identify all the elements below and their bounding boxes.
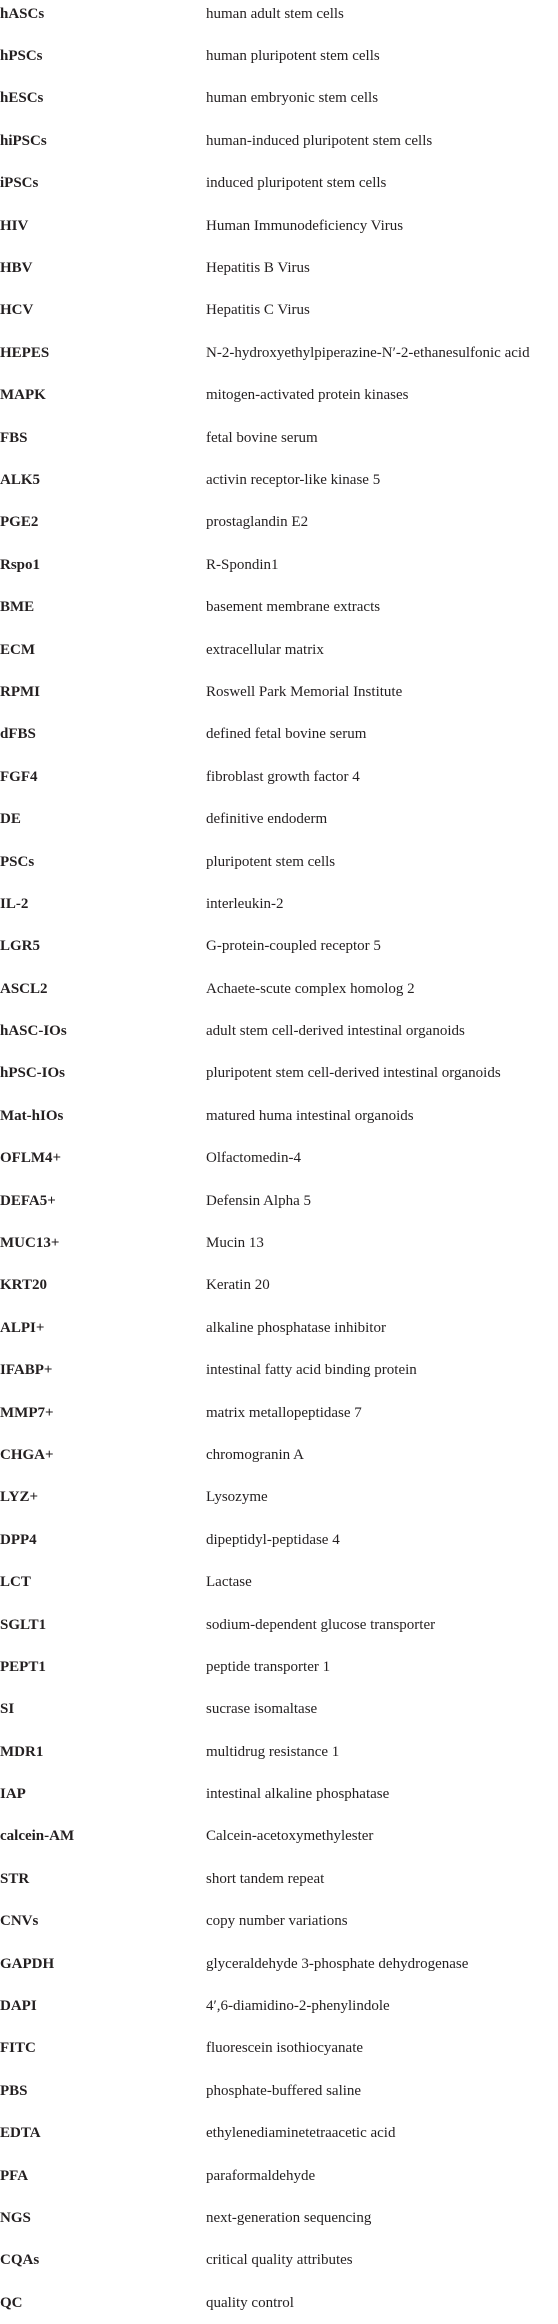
abbreviation-definition: Hepatitis C Virus: [206, 302, 310, 319]
abbreviation-term: DPP4: [0, 1531, 37, 1548]
abbreviation-term: LCT: [0, 1574, 31, 1591]
abbreviation-term: GAPDH: [0, 1955, 55, 1972]
abbreviation-term: Rspo1: [0, 556, 41, 573]
abbreviation-definition: interleukin-2: [206, 895, 284, 912]
abbreviation-term: EDTA: [0, 2125, 41, 2142]
abbreviation-definition: Defensin Alpha 5: [206, 1192, 311, 1209]
abbreviation-term: CHGA+: [0, 1446, 54, 1463]
abbreviation-term: IFABP+: [0, 1362, 53, 1379]
abbreviation-definition: Roswell Park Memorial Institute: [206, 683, 403, 700]
abbreviation-definition: fetal bovine serum: [206, 429, 318, 446]
abbreviation-row: [0, 883, 558, 925]
abbreviation-row: [0, 671, 558, 713]
abbreviation-row: [0, 1265, 558, 1307]
abbreviation-row: [0, 1943, 558, 1985]
abbreviation-definition: human pluripotent stem cells: [206, 48, 380, 65]
abbreviation-term: FGF4: [0, 768, 38, 785]
abbreviation-term: ECM: [0, 641, 35, 658]
abbreviation-row: [0, 756, 558, 798]
abbreviation-definition: fluorescein isothiocyanate: [206, 2040, 364, 2057]
abbreviation-row: [0, 1392, 558, 1434]
abbreviation-row: [0, 968, 558, 1010]
abbreviation-term: BME: [0, 599, 35, 616]
abbreviation-term: ASCL2: [0, 980, 48, 997]
abbreviation-term: SI: [0, 1701, 15, 1718]
abbreviation-definition: peptide transporter 1: [206, 1658, 331, 1675]
abbreviation-definition: pluripotent stem cells: [206, 853, 336, 870]
abbreviation-term: KRT20: [0, 1277, 47, 1294]
abbreviation-row: [0, 332, 558, 374]
abbreviation-row: [0, 1180, 558, 1222]
abbreviation-row: [0, 1010, 558, 1052]
abbreviation-row: [0, 1477, 558, 1519]
abbreviation-row: [0, 2113, 558, 2155]
abbreviation-term: QC: [0, 2294, 23, 2311]
abbreviation-term: calcein-AM: [0, 1828, 75, 1845]
abbreviation-term: DAPI: [0, 1998, 37, 2015]
abbreviation-row: [0, 2240, 558, 2282]
abbreviation-row: [0, 1095, 558, 1137]
abbreviation-definition: quality control: [206, 2294, 294, 2311]
abbreviation-term: ALK5: [0, 471, 41, 488]
abbreviation-definition: mitogen-activated protein kinases: [206, 387, 409, 404]
abbreviation-definition: Lactase: [206, 1574, 252, 1591]
abbreviation-term: HIV: [0, 217, 29, 234]
abbreviation-term: PBS: [0, 2082, 28, 2099]
abbreviation-row: [0, 375, 558, 417]
abbreviation-definition: G-protein-coupled receptor 5: [206, 938, 381, 955]
abbreviation-term: hiPSCs: [0, 132, 47, 149]
abbreviation-definition: sodium-dependent glucose transporter: [206, 1616, 436, 1633]
abbreviation-row: [0, 2197, 558, 2239]
abbreviation-definition: prostaglandin E2: [206, 514, 309, 531]
abbreviation-term: hPSC-IOs: [0, 1065, 66, 1082]
abbreviation-term: NGS: [0, 2210, 31, 2226]
abbreviation-definition: short tandem repeat: [206, 1870, 325, 1887]
abbreviation-row: [0, 1773, 558, 1815]
abbreviation-definition: induced pluripotent stem cells: [206, 175, 387, 192]
abbreviation-definition: Calcein-acetoxymethylester: [206, 1828, 374, 1845]
abbreviation-definition: basement membrane extracts: [206, 599, 381, 616]
abbreviation-term: PFA: [0, 2167, 29, 2184]
abbreviation-row: [0, 459, 558, 501]
abbreviation-definition: copy number variations: [206, 1913, 348, 1930]
abbreviation-term: LGR5: [0, 938, 41, 955]
abbreviation-definition: alkaline phosphatase inhibitor: [206, 1319, 386, 1336]
abbreviation-row: [0, 0, 558, 35]
abbreviation-row: [0, 1519, 558, 1561]
abbreviation-term: LYZ+: [0, 1489, 39, 1506]
abbreviation-definition: human adult stem cells: [206, 5, 344, 22]
abbreviation-definition: pluripotent stem cell-derived intestinal organoids: [206, 1065, 501, 1082]
abbreviation-row: [0, 78, 558, 120]
abbreviation-row: [0, 1901, 558, 1943]
abbreviation-term: PGE2: [0, 514, 39, 531]
abbreviation-term: IL-2: [0, 895, 29, 912]
abbreviation-definition: human-induced pluripotent stem cells: [206, 132, 433, 149]
abbreviation-term: dFBS: [0, 726, 36, 743]
abbreviation-term: DEFA5+: [0, 1192, 56, 1209]
abbreviation-definition: intestinal fatty acid binding protein: [206, 1362, 417, 1379]
abbreviation-term: ALPI+: [0, 1319, 45, 1336]
abbreviation-definition: critical quality attributes: [206, 2252, 353, 2269]
abbreviation-row: [0, 35, 558, 77]
abbreviation-row: [0, 2070, 558, 2112]
abbreviation-row: [0, 1689, 558, 1731]
abbreviation-row: [0, 798, 558, 840]
abbreviation-definition: R-Spondin1: [206, 556, 279, 573]
abbreviation-term: FITC: [0, 2040, 36, 2057]
abbreviation-term: CQAs: [0, 2252, 40, 2269]
abbreviation-row: [0, 1561, 558, 1603]
abbreviation-definition: Human Immunodeficiency Virus: [206, 217, 404, 234]
abbreviation-definition: defined fetal bovine serum: [206, 726, 367, 743]
abbreviation-row: [0, 417, 558, 459]
abbreviation-definition: Hepatitis B Virus: [206, 260, 310, 277]
abbreviation-definition: next-generation sequencing: [206, 2210, 372, 2226]
abbreviation-definition: phosphate-buffered saline: [206, 2082, 362, 2099]
abbreviation-definition: matured huma intestinal organoids: [206, 1107, 414, 1124]
abbreviation-row: [0, 1138, 558, 1180]
abbreviation-term: MUC13+: [0, 1235, 60, 1252]
abbreviation-row: [0, 2282, 558, 2324]
abbreviation-term: FBS: [0, 429, 28, 446]
abbreviation-definition: chromogranin A: [206, 1446, 304, 1463]
abbreviation-term: MMP7+: [0, 1404, 54, 1421]
abbreviation-definition: ethylenediaminetetraacetic acid: [206, 2125, 396, 2142]
abbreviation-term: hPSCs: [0, 48, 43, 65]
abbreviation-term: RPMI: [0, 683, 40, 700]
abbreviation-definition: matrix metallopeptidase 7: [206, 1404, 362, 1421]
abbreviation-definition: definitive endoderm: [206, 811, 328, 828]
abbreviation-term: PEPT1: [0, 1658, 46, 1675]
abbreviation-term: HCV: [0, 302, 34, 319]
abbreviation-term: IAP: [0, 1786, 26, 1803]
abbreviation-row: [0, 290, 558, 332]
abbreviation-row: [0, 926, 558, 968]
abbreviation-term: HEPES: [0, 344, 50, 361]
abbreviation-row: [0, 1816, 558, 1858]
abbreviation-term: HBV: [0, 260, 33, 277]
abbreviation-row: [0, 502, 558, 544]
abbreviation-term: Mat-hIOs: [0, 1107, 64, 1124]
abbreviation-row: [0, 1731, 558, 1773]
abbreviation-row: [0, 2155, 558, 2197]
abbreviation-definition: fibroblast growth factor 4: [206, 768, 360, 785]
abbreviation-definition: human embryonic stem cells: [206, 90, 379, 107]
abbreviation-row: [0, 1350, 558, 1392]
abbreviation-row: [0, 629, 558, 671]
abbreviation-row: [0, 1222, 558, 1264]
abbreviation-row: [0, 1053, 558, 1095]
abbreviation-row: [0, 205, 558, 247]
abbreviation-definition: Olfactomedin-4: [206, 1150, 301, 1167]
abbreviation-row: [0, 714, 558, 756]
abbreviation-definition: dipeptidyl-peptidase 4: [206, 1531, 340, 1548]
abbreviation-term: DE: [0, 811, 21, 828]
abbreviation-row: [0, 120, 558, 162]
abbreviation-definition: Mucin 13: [206, 1235, 264, 1252]
abbreviation-term: hASCs: [0, 5, 45, 22]
abbreviation-row: [0, 1985, 558, 2027]
abbreviation-row: [0, 2028, 558, 2070]
abbreviation-definition: intestinal alkaline phosphatase: [206, 1786, 390, 1803]
abbreviation-term: MDR1: [0, 1743, 44, 1760]
abbreviation-term: MAPK: [0, 387, 46, 404]
abbreviation-definition: Achaete-scute complex homolog 2: [206, 980, 415, 997]
abbreviation-row: [0, 163, 558, 205]
abbreviation-definition: paraformaldehyde: [206, 2167, 316, 2184]
abbreviation-definition: adult stem cell-derived intestinal organoids: [206, 1023, 465, 1040]
abbreviation-row: [0, 544, 558, 586]
abbreviation-row: [0, 1434, 558, 1476]
abbreviation-term: CNVs: [0, 1913, 39, 1930]
abbreviation-definition: 4′,6-diamidino-2-phenylindole: [206, 1998, 390, 2015]
abbreviation-definition: activin receptor-like kinase 5: [206, 471, 381, 488]
abbreviation-row: [0, 1604, 558, 1646]
abbreviation-term: SGLT1: [0, 1616, 47, 1633]
abbreviation-row: [0, 1646, 558, 1688]
abbreviation-term: hESCs: [0, 90, 44, 107]
abbreviation-definition: glyceraldehyde 3-phosphate dehydrogenase: [206, 1955, 469, 1972]
abbreviation-row: [0, 586, 558, 628]
abbreviation-definition: Lysozyme: [206, 1489, 268, 1506]
abbreviation-definition: N-2-hydroxyethylpiperazine-N′-2-ethanesulfonic acid: [206, 344, 530, 361]
abbreviation-row: [0, 247, 558, 289]
abbreviation-row: [0, 1858, 558, 1900]
abbreviation-definition: Keratin 20: [206, 1277, 270, 1294]
abbreviation-term: iPSCs: [0, 175, 39, 192]
abbreviation-term: STR: [0, 1870, 30, 1887]
abbreviation-term: PSCs: [0, 853, 35, 870]
abbreviation-term: hASC-IOs: [0, 1023, 67, 1040]
abbreviation-definition: sucrase isomaltase: [206, 1701, 318, 1718]
abbreviation-definition: multidrug resistance 1: [206, 1743, 340, 1760]
abbreviation-term: OFLM4+: [0, 1150, 62, 1167]
abbreviation-definition: extracellular matrix: [206, 641, 324, 658]
abbreviation-row: [0, 1307, 558, 1349]
abbreviation-row: [0, 841, 558, 883]
